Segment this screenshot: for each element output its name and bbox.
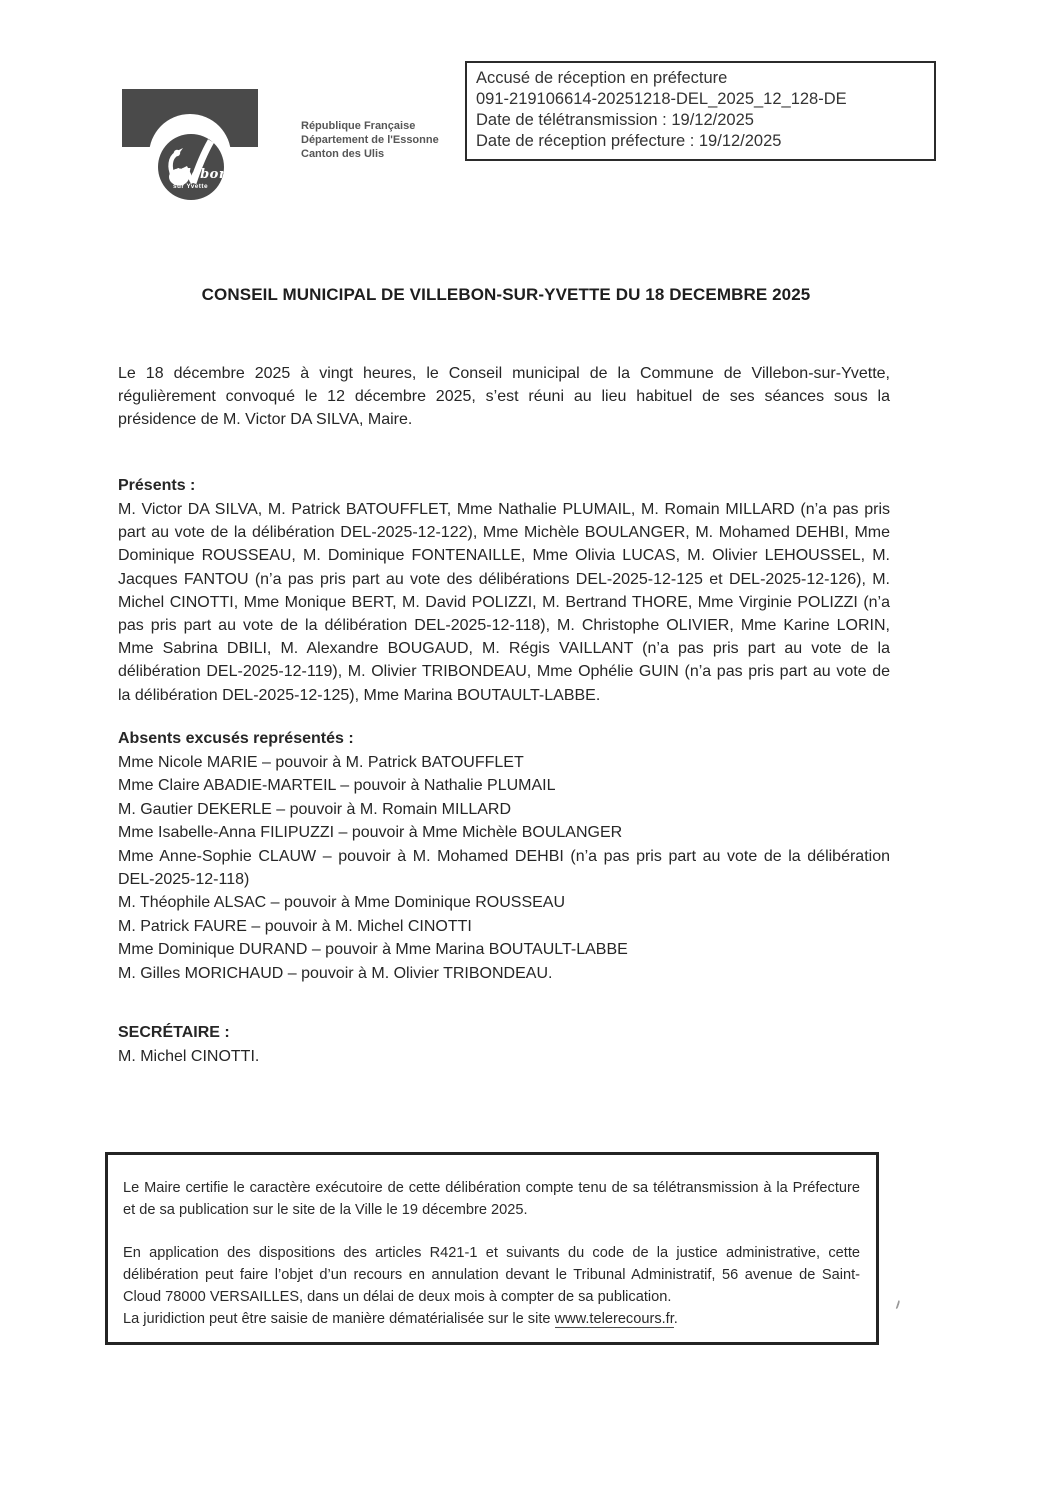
reception-title: Accusé de réception en préfecture (476, 69, 728, 87)
absent-item: M. Patrick FAURE – pouvoir à M. Michel CINOTTI (118, 917, 472, 935)
absent-item: M. Gilles MORICHAUD – pouvoir à M. Olivier TRIBONDEAU. (118, 964, 553, 982)
reception-reference: 091-219106614-20251218-DEL_2025_12_128-DE (476, 90, 847, 108)
intro-paragraph: Le 18 décembre 2025 à vingt heures, le Conseil municipal de la Commune de Villebon-sur-Yvette, régulièrement convoqué le 12 décembre 2025, s’est réuni au lieu habituel de ses séances sous la présidence de M. Victor DA SILVA, Maire. (118, 365, 890, 429)
absent-item: Mme Isabelle-Anna FILIPUZZI – pouvoir à Mme Michèle BOULANGER (118, 824, 623, 842)
absents-list (118, 751, 890, 985)
absent-item: Mme Dominique DURAND – pouvoir à Mme Marina BOUTAULT-LABBE (118, 941, 628, 959)
telerecours-link[interactable]: www.telerecours.fr (554, 1311, 674, 1327)
absent-item: M. Gautier DEKERLE – pouvoir à M. Romain MILLARD (118, 800, 512, 818)
certification-box (105, 1152, 879, 1345)
absent-item: M. Théophile ALSAC – pouvoir à Mme Dominique ROUSSEAU (118, 894, 566, 912)
absents-heading: Absents excusés représentés : (118, 730, 354, 747)
secretaire-heading: SECRÉTAIRE : (118, 1024, 230, 1041)
telerecours-paragraph (123, 1308, 860, 1330)
authority-block (301, 119, 439, 161)
reception-teletransmission-date: Date de télétransmission : 19/12/2025 (476, 111, 754, 129)
presents-paragraph: M. Victor DA SILVA, M. Patrick BATOUFFLET, Mme Nathalie PLUMAIL, M. Romain MILLARD (n’a pas pris part au vote de la délibération DEL-2025-12-122), Mme Michèle BOULANGER, M. Mohamed DEHBI, Mme Dominique ROUSSEAU, M. Dominique FONTENAILLE, Mme Olivia LUCAS, M. Olivier LEHOUSSEL, M. Jacques FANTOU (n’a pas pris part au vote des délibérations DEL-2025-12-125 et DEL-2025-12-126), M. Michel CINOTTI, Mme Monique BERT, M. David POLIZZI, M. Bertrand THORE, Mme Virginie POLIZZI (n’a pas pris part au vote de la délibération DEL-2025-12-118), M. Christophe OLIVIER, Mme Karine LORIN, Mme Sabrina DBILI, M. Alexandre BOUGAUD, M. Régis VAILLANT (n’a pas pris part au vote de la délibération DEL-2025-12-119), M. Olivier TRIBONDEAU, Mme Ophélie GUIN (n’a pas pris part au vote de la délibération DEL-2025-12-125), Mme Marina BOUTAULT-LABBE. (118, 501, 890, 704)
villebon-logo (158, 134, 229, 200)
presents-heading: Présents : (118, 477, 196, 494)
certification-paragraph: Le Maire certifie le caractère exécutoire de cette délibération compte tenu de sa télétransmission à la Préfecture et de sa publication sur le site de la Ville le 19 décembre 2025. (123, 1180, 860, 1218)
telerecours-prefix: La juridiction peut être saisie de manière dématérialisée sur le site (123, 1311, 555, 1327)
absent-item: Mme Nicole MARIE – pouvoir à M. Patrick BATOUFFLET (118, 754, 524, 771)
footer-spacer (123, 1221, 860, 1242)
absent-item: Mme Claire ABADIE-MARTEIL – pouvoir à Nathalie PLUMAIL (118, 777, 556, 795)
scan-artifact (895, 1300, 901, 1309)
reception-prefecture-date: Date de réception préfecture : 19/12/2025 (476, 132, 782, 150)
logo-sub-text: sur Yvette (173, 183, 208, 190)
authority-line-canton: Canton des Ulis (301, 148, 385, 160)
authority-line-republique: République Française (301, 120, 416, 132)
authority-line-departement: Département de l'Essonne (301, 134, 439, 146)
secretaire-name: M. Michel CINOTTI. (118, 1048, 260, 1065)
document-title: CONSEIL MUNICIPAL DE VILLEBON-SUR-YVETTE DU 18 DECEMBRE 2025 (201, 285, 811, 304)
logo-script-text: illebon (175, 167, 229, 182)
absent-item: Mme Anne-Sophie CLAUW – pouvoir à M. Mohamed DEHBI (n’a pas pris part au vote de la délibération DEL-2025-12-118) (118, 847, 890, 889)
telerecours-suffix: . (673, 1311, 678, 1327)
recourse-paragraph: En application des dispositions des articles R421-1 et suivants du code de la justice administrative, cette délibération peut faire l’objet d’un recours en annulation devant le Tribunal Administratif, 56 avenue de Saint-Cloud 78000 VERSAILLES, dans un délai de deux mois à compter de sa publication. (123, 1245, 860, 1305)
reception-stamp-box (465, 61, 936, 161)
